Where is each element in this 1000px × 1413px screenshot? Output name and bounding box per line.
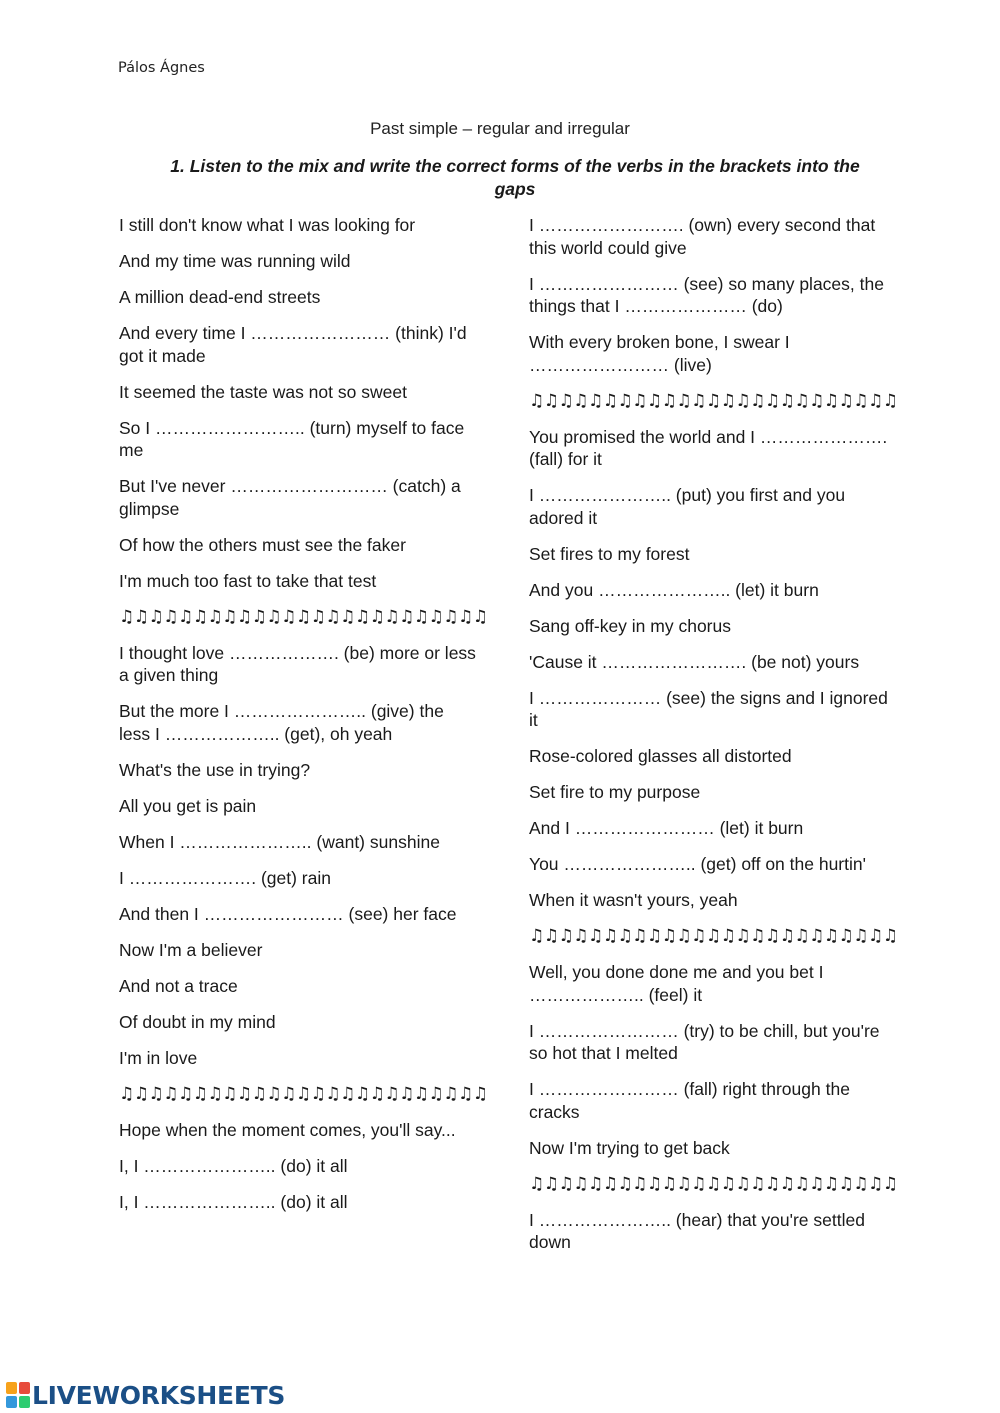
lyric-line: What's the use in trying? (119, 759, 311, 780)
lyric-line: Set fire to my purpose (529, 782, 701, 802)
lyric-line: And then I …………………… (see) her face (119, 903, 457, 924)
lyric-line: Well, you done done me and you bet I ……………….. (feel) it (529, 962, 824, 1005)
lyric-line: But the more I ………………….. (give) the less I ……………….. (get), oh yeah (119, 701, 444, 744)
lyric-line: Sang off-key in my chorus (529, 615, 731, 636)
liveworksheets-logo-icon (6, 1382, 30, 1408)
lyric-line: 'Cause it ……………………. (be not) yours (529, 651, 860, 672)
lyric-line: I, I ………………….. (do) it all (119, 1191, 348, 1212)
music-notes-divider: ♫♫♫♫♫♫♫♫♫♫♫♫♫♫♫♫♫♫♫♫♫♫♫♫♫ (119, 1083, 488, 1104)
lyric-line: I …………………. (get) rain (119, 867, 331, 888)
music-notes-divider: ♫♫♫♫♫♫♫♫♫♫♫♫♫♫♫♫♫♫♫♫♫♫♫♫♫ (529, 1173, 898, 1194)
lyric-line: When it wasn't yours, yeah (529, 890, 738, 910)
lyric-line: I …………………… (try) to be chill, but you're so hot that I melted (529, 1020, 880, 1063)
author-name: Pálos Ágnes (118, 60, 205, 76)
lyric-line: But I've never ……………………… (catch) a glimpse (119, 476, 461, 519)
logo-text: LIVEWORKSHEETS (32, 1380, 286, 1410)
logo-square-4 (19, 1396, 30, 1408)
lyric-line: I ………………….. (put) you first and you adored it (529, 485, 846, 528)
exercise-instruction: 1. Listen to the mix and write the correct forms of the verbs in the brackets into the gaps (170, 156, 860, 199)
lyrics-left-column (119, 214, 488, 1227)
lyric-line: You promised the world and I …………………. (fall) for it (529, 426, 888, 469)
lyric-line: You ………………….. (get) off on the hurtin' (529, 854, 866, 874)
lyric-line: Of how the others must see the faker (119, 534, 406, 555)
lyric-line: A million dead-end streets (119, 287, 321, 307)
lyrics-right-column (529, 214, 898, 1267)
lyric-line: All you get is pain (119, 795, 257, 816)
lyric-line: It seemed the taste was not so sweet (119, 381, 407, 402)
lyric-line: Hope when the moment comes, you'll say... (119, 1119, 456, 1140)
lyric-line: And my time was running wild (119, 251, 351, 271)
worksheet-subtitle: Past simple – regular and irregular (370, 119, 630, 138)
lyric-line: I, I ………………….. (do) it all (119, 1155, 348, 1176)
lyric-line: So I …………………….. (turn) myself to face me (119, 417, 465, 460)
logo-square-1 (6, 1382, 17, 1394)
footer-logo[interactable] (6, 1380, 285, 1410)
lyric-line: And every time I …………………… (think) I'd got it made (119, 323, 467, 366)
lyric-line: And I …………………… (let) it burn (529, 818, 804, 838)
lyric-line: And not a trace (119, 975, 238, 996)
lyric-line: Now I'm trying to get back (529, 1137, 730, 1158)
lyric-line: I'm in love (119, 1047, 198, 1068)
music-notes-divider: ♫♫♫♫♫♫♫♫♫♫♫♫♫♫♫♫♫♫♫♫♫♫♫♫♫ (529, 390, 898, 411)
lyric-line: Rose-colored glasses all distorted (529, 746, 792, 766)
lyric-line: Of doubt in my mind (119, 1011, 276, 1032)
lyric-line: I thought love ………………. (be) more or less a given thing (119, 642, 476, 685)
lyric-line: Now I'm a believer (119, 939, 263, 960)
logo-square-2 (19, 1382, 30, 1394)
lyric-line: With every broken bone, I swear I …………………… (live) (529, 332, 790, 375)
lyric-line: I …………………… (see) so many places, the things that I ………………… (do) (529, 273, 884, 316)
logo-square-3 (6, 1396, 17, 1408)
lyric-line: I still don't know what I was looking for (119, 215, 416, 235)
music-notes-divider: ♫♫♫♫♫♫♫♫♫♫♫♫♫♫♫♫♫♫♫♫♫♫♫♫♫ (119, 606, 488, 627)
lyric-line: I …………………… (fall) right through the cracks (529, 1079, 850, 1122)
lyric-line: And you ………………….. (let) it burn (529, 579, 819, 600)
lyric-line: I ………………… (see) the signs and I ignored it (529, 687, 888, 730)
lyric-line: I ……………………. (own) every second that this world could give (529, 215, 876, 258)
lyric-line: Set fires to my forest (529, 543, 690, 564)
lyric-line: I'm much too fast to take that test (119, 570, 377, 591)
music-notes-divider: ♫♫♫♫♫♫♫♫♫♫♫♫♫♫♫♫♫♫♫♫♫♫♫♫♫ (529, 926, 898, 946)
lyric-line: When I ………………….. (want) sunshine (119, 831, 440, 852)
lyric-line: I ………………….. (hear) that you're settled down (529, 1209, 865, 1252)
